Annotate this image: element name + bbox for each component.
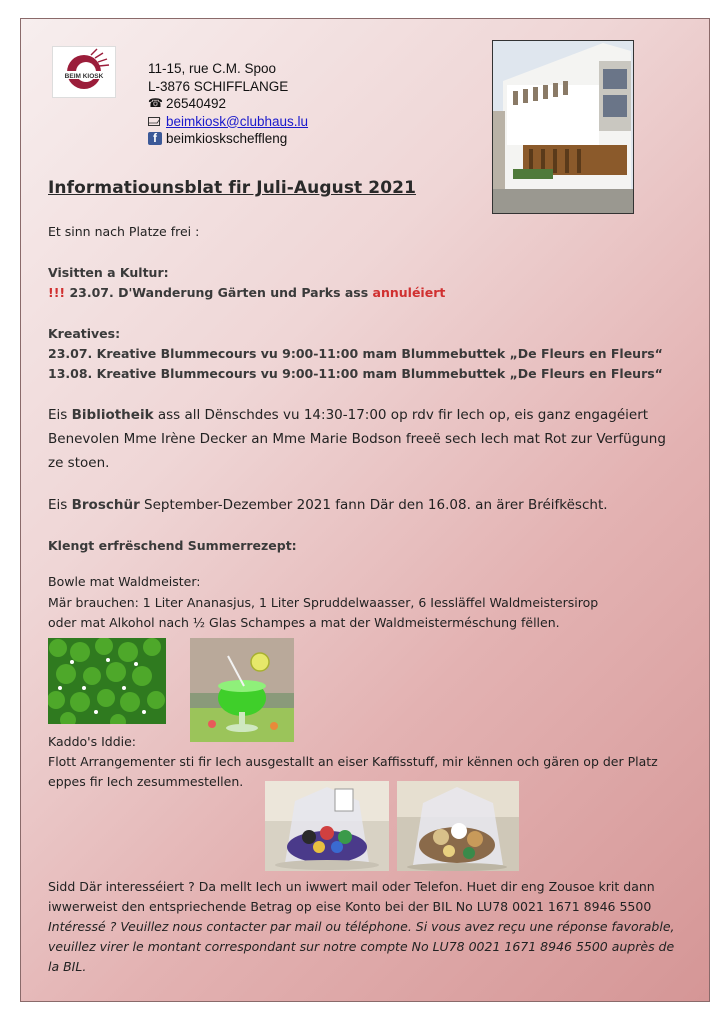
address-line-1: 11-15, rue C.M. Spoo xyxy=(148,61,277,76)
footer-lb-line-1: Sidd Där interesséiert ? Da mellt Iech un iwwert mail oder Telefon. Huet dir eng Zousoe krit dann xyxy=(48,879,655,894)
email-link[interactable]: beimkiosk@clubhaus.lu xyxy=(166,113,309,129)
broschuer-line: Eis Broschür September-Dezember 2021 fann Där den 16.08. an ärer Bréifkëscht. xyxy=(48,497,608,513)
kreatives-heading: Kreatives: xyxy=(48,326,121,341)
kaddo-line-2: eppes fir Iech zesummestellen. xyxy=(48,774,244,789)
building-photo xyxy=(492,40,634,214)
address-line-2: L-3876 SCHIFFLANGE xyxy=(148,78,289,94)
svg-text:BEIM KIOSK: BEIM KIOSK xyxy=(64,73,104,80)
facebook-handle: beimkioskscheffleng xyxy=(166,131,288,146)
kaddo-heading: Kaddo's Iddie: xyxy=(48,734,137,749)
intro-text: Et sinn nach Platze frei : xyxy=(48,224,200,239)
facebook-icon: f xyxy=(148,132,162,145)
cancelled-status: annuléiert xyxy=(372,285,446,300)
page-title: Informatiounsblat fir Juli-August 2021 xyxy=(48,178,417,198)
bibliotheik-line-2: Benevolen Mme Irène Decker an Mme Marie Bodson freeë sech Iech mat Rot zur Verfügung xyxy=(48,431,666,447)
contact-block xyxy=(148,60,308,148)
kreatives-item-1: 23.07. Kreative Blummecours vu 9:00-11:00 mam Blummebuttek „De Fleurs en Fleurs“ xyxy=(48,346,663,361)
footer-lb-line-2: iwwerweist den entspriechende Betrag op eise Konto bei der BIL No LU78 0021 1671 8946 5500 xyxy=(48,899,652,914)
woodruff-photo xyxy=(48,638,166,724)
warning-marker: !!! xyxy=(48,285,66,300)
bowle-drink-photo xyxy=(190,638,294,742)
kaddo-line-1: Flott Arrangementer sti fir Iech ausgestallt an eiser Kaffisstuff, mir kënnen och gären op der Platz xyxy=(48,754,658,769)
bibliotheik-line-1: Eis Bibliotheik ass all Dënschdes vu 14:30-17:00 op rdv fir Iech op, eis ganz engagéiert xyxy=(48,407,649,423)
footer-fr-line-2: veuillez virer le montant correspondant sur notre compte No LU78 0021 1671 8946 5500 auprès de xyxy=(48,939,675,954)
rezept-line-2: oder mat Alkohol nach ½ Glas Schampes a mat der Waldmeisterméschung fëllen. xyxy=(48,615,560,630)
phone-number: 26540492 xyxy=(166,96,227,111)
footer-fr-line-3: la BIL. xyxy=(48,959,87,974)
visitten-line: !!! 23.07. D'Wanderung Gärten und Parks ass annuléiert xyxy=(48,285,446,300)
rezept-heading: Klengt erfrëschend Summerrezept: xyxy=(48,538,297,553)
kiosk-logo xyxy=(52,46,116,98)
gift-basket-photo-1 xyxy=(265,781,389,871)
phone-icon: ☎ xyxy=(148,96,163,111)
footer-fr-line-1: Intéressé ? Veuillez nous contacter par mail ou téléphone. Si vous avez reçu une réponse favorable, xyxy=(48,919,675,934)
email-icon xyxy=(148,117,160,126)
visitten-heading: Visitten a Kultur: xyxy=(48,265,169,280)
bibliotheik-line-3: ze stoen. xyxy=(48,455,110,471)
rezept-line-1: Mär brauchen: 1 Liter Ananasjus, 1 Liter Spruddelwaasser, 6 Iessläffel Waldmeistersirop xyxy=(48,595,599,610)
rezept-name: Bowle mat Waldmeister: xyxy=(48,574,201,589)
kreatives-item-2: 13.08. Kreative Blummecours vu 9:00-11:00 mam Blummebuttek „De Fleurs en Fleurs“ xyxy=(48,366,663,381)
gift-basket-photo-2 xyxy=(397,781,519,871)
